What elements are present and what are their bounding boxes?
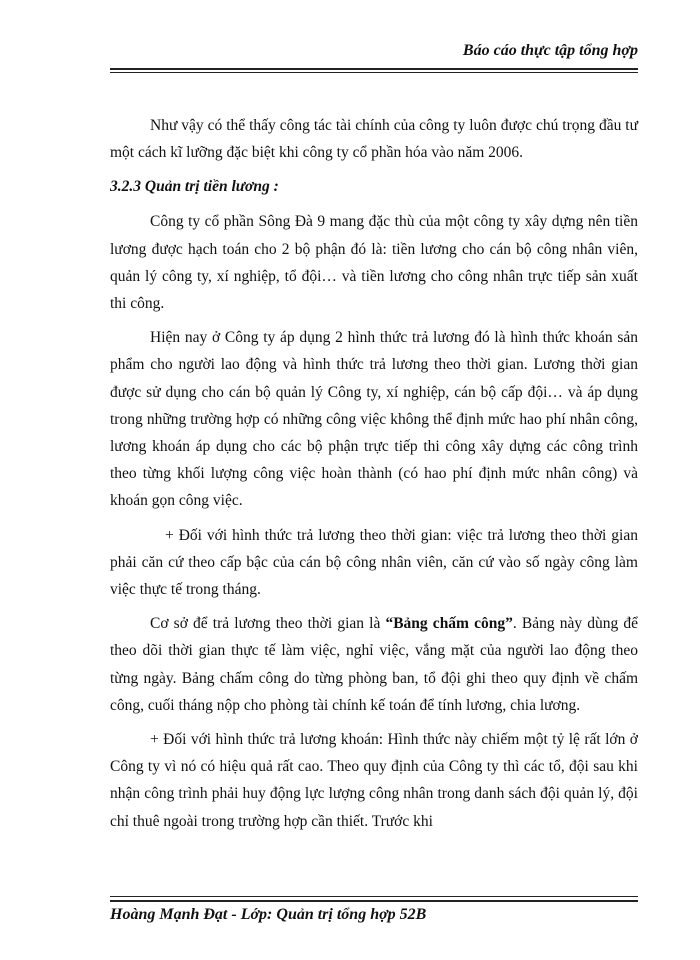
paragraph-time-based-pay: + Đối với hình thức trả lương theo thời gian: việc trả lương theo thời gian phải căn cứ theo cấp bậc của cán bộ công nhân viên, căn cứ vào số ngày công làm việc thực tế trong tháng. (110, 526, 638, 599)
footer-rule (110, 900, 638, 902)
timesheet-term: “Bảng chấm công” (385, 615, 513, 633)
paragraph-intro: Như vậy có thể thấy công tác tài chính của công ty luôn được chú trọng đầu tư một cách kĩ lưỡng đặc biệt khi công ty cổ phần hóa vào năm 2006. (110, 117, 638, 162)
paragraph-company-salary: Công ty cổ phần Sông Đà 9 mang đặc thù của một công ty xây dựng nên tiền lương được hạch toán cho 2 bộ phận đó là: tiền lương cho cán bộ công nhân viên, quản lý công ty, xí nghiệp, tổ đội… và tiền lương cho công nhân trực tiếp sản xuất thi công. (110, 213, 638, 313)
header-rule-thin (110, 72, 638, 73)
timesheet-text-before: Cơ sở để trả lương theo thời gian là (150, 615, 386, 633)
timesheet-text-after: . Bảng này dùng để theo dõi thời gian thực tế làm việc, nghỉ việc, vắng mặt của người lao động theo từng ngày. Bảng chấm công do từng phòng ban, tổ đội ghi theo quy định về chấm công, cuối tháng nộp cho phòng tài chính kế toán để tính lương, chia lương. (110, 615, 638, 714)
page-header-title: Báo cáo thực tập tổng hợp (462, 42, 638, 59)
paragraph-timesheet (110, 610, 638, 719)
footer-rule-thin (110, 896, 638, 897)
paragraph-payment-forms: Hiện nay ở Công ty áp dụng 2 hình thức trả lương đó là hình thức khoán sản phẩm cho người lao động và hình thức trả lương theo thời gian. Lương thời gian được sử dụng cho cán bộ quản lý Công ty, xí nghiệp, cán bộ cấp đội… và áp dụng trong những trường hợp có những công việc không thể định mức hao phí nhân công, lương khoán áp dụng cho các bộ phận trực tiếp thi công xây dựng các công trình theo từng khối lượng công việc hoàn thành (có hao phí định mức nhân công) và khoán gọn công việc. (110, 329, 638, 510)
header-rule (110, 68, 638, 70)
paragraph-piece-rate-pay: + Đối với hình thức trả lương khoán: Hình thức này chiếm một tỷ lệ rất lớn ở Công ty vì nó có hiệu quả rất cao. Theo quy định của Công ty thì các tổ, đội sau khi nhận công trình phải huy động lực lượng công nhân trong danh sách đội quản lý, đội chỉ thuê ngoài trong trường hợp cần thiết. Trước khi (110, 731, 638, 830)
document-body (110, 112, 638, 842)
page-footer-author: Hoàng Mạnh Đạt - Lớp: Quản trị tổng hợp 52B (110, 906, 427, 923)
section-heading: 3.2.3 Quản trị tiền lương : (110, 178, 279, 196)
